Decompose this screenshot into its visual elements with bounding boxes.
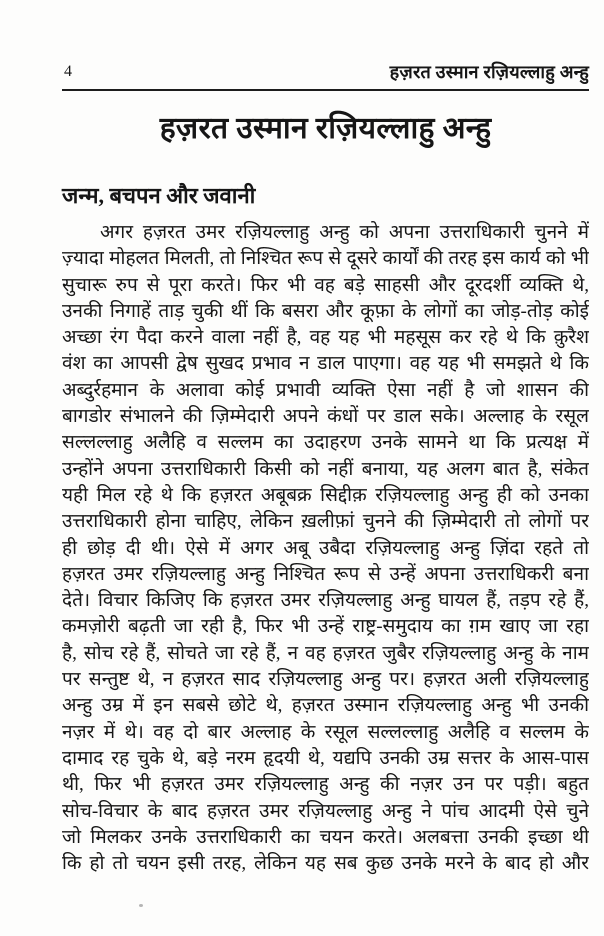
body-line: कि हो तो चयन इसी तरह, लेकिन यह सब कुछ उनके मरने के बाद हो और xyxy=(62,853,589,875)
chapter-title: हज़रत उस्मान रज़ियल्लाहु अन्हु xyxy=(159,112,492,145)
body-line: जो मिलकर उनके उत्तराधिकारी का चयन करते। अलबत्ता उनकी इच्छा थी xyxy=(62,826,589,848)
body-line: सुचारू रुप से पूरा करते। फिर भी वह बड़े साहसी और दूरदर्शी व्यक्ति थे, xyxy=(62,274,589,296)
body-paragraph xyxy=(62,220,589,877)
body-line: देते। विचार किजिए कि हज़रत उमर रज़ियल्लाहु अन्हु घायल हैं, तड़प रहे हैं, xyxy=(62,590,589,612)
running-header-title: हज़रत उस्मान रज़ियल्लाहु अन्हु xyxy=(389,62,589,82)
text-column xyxy=(62,0,589,877)
body-line: अब्दुर्रहमान के अलावा कोई प्रभावी व्यक्ति ऐसा नहीं है जो शासन की xyxy=(62,379,589,401)
scan-artifact-speck xyxy=(139,904,143,907)
running-header xyxy=(62,58,589,86)
body-line: उन्होंने अपना उत्तराधिकारी किसी को नहीं बनाया, यह अलग बात है, संकेत xyxy=(62,458,589,480)
body-line: अगर हज़रत उमर रज़ियल्लाहु अन्हु को अपना उत्तराधिकारी चुनने में xyxy=(100,222,589,243)
body-line: अच्छा रंग पैदा करने वाला नहीं है, वह यह भी महसूस कर रहे थे कि क़ुरैश xyxy=(62,327,589,349)
body-line: बागडोर संभालने की ज़िम्मेदारी अपने कंधों पर डाल सके। अल्लाह के रसूल xyxy=(62,406,589,428)
body-line: है, सोच रहे हैं, सोचते जा रहे हैं, न वह हज़रत जुबैर रज़ियल्लाहु अन्हु के नाम xyxy=(62,642,589,664)
body-line: पर सन्तुष्ट थे, न हज़रत साद रज़ियल्लाहु अन्हु पर। हज़रत अली रज़ियल्लाहु xyxy=(62,669,589,691)
body-line: दामाद रह चुके थे, बड़े नरम हृदयी थे, यद्यपि उनकी उम्र सत्तर के आस-पास xyxy=(62,747,589,769)
body-line: हज़रत उमर रज़ियल्लाहु अन्हु निश्चित रूप से उन्हें अपना उत्तराधिकरी बना xyxy=(62,563,589,585)
body-line: अन्हु उम्र में इन सबसे छोटे थे, हज़रत उस्मान रज़ियल्लाहु अन्हु भी उनकी xyxy=(62,695,589,717)
body-line: उत्तराधिकारी होना चाहिए, लेकिन ख़लीफ़ां चुनने की ज़िम्मेदारी तो लोगों पर xyxy=(62,511,589,533)
body-line: यही मिल रहे थे कि हज़रत अबूबक्र सिद्दीक़ रज़ियल्लाहु अन्हु ही को उनका xyxy=(62,484,589,506)
body-line: सोच-विचार के बाद हज़रत उमर रज़ियल्लाहु अन्हु ने पांच आदमी ऐसे चुने xyxy=(62,800,589,822)
body-line: ही छोड़ दी थी। ऐसे में अगर अबू उबैदा रज़ियल्लाहु अन्हु ज़िंदा रहते तो xyxy=(62,537,589,559)
body-line: थी, फिर भी हज़रत उमर रज़ियल्लाहु अन्हु की नज़र उन पर पड़ी। बहुत xyxy=(62,774,589,796)
body-line: नज़र में थे। वह दो बार अल्लाह के रसूल सल्लल्लाहु अलैहि व सल्लम के xyxy=(62,721,589,743)
body-line: उनकी निगाहें ताड़ चुकी थीं कि बसरा और कूफ़ा के लोगों का जोड़-तोड़ कोई xyxy=(62,300,589,322)
body-line: वंश का आपसी द्वेष सुखद प्रभाव न डाल पाएगा। वह यह भी समझते थे कि xyxy=(62,353,589,375)
body-line: सल्लल्लाहु अलैहि व सल्लम का उदाहरण उनके सामने था कि प्रत्यक्ष में xyxy=(62,432,589,454)
section-heading: जन्म, बचपन और जवानी xyxy=(62,183,256,208)
header-rule xyxy=(62,89,589,91)
page-number: 4 xyxy=(64,63,72,80)
body-line: कमज़ोरी बढ़ती जा रही है, फिर भी उन्हें राष्ट्र-समुदाय का ग़म खाए जा रहा xyxy=(62,616,589,638)
body-line: ज़्यादा मोहलत मिलती, तो निश्चित रूप से दूसरे कार्यों की तरह इस कार्य को भी xyxy=(62,248,589,270)
